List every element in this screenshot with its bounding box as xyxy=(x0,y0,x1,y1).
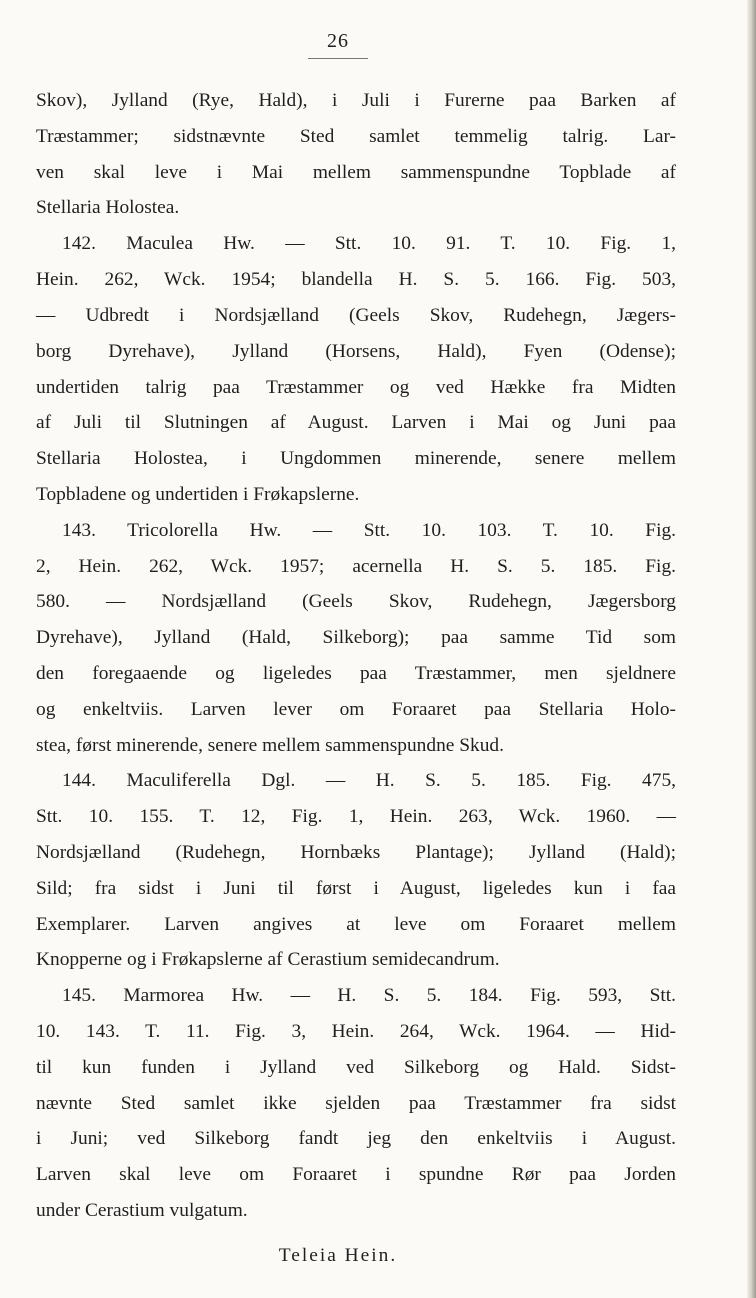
text-line: Topbladene og undertiden i Frøkapslerne. xyxy=(36,484,360,505)
page-number: 26 xyxy=(327,30,349,52)
text-line: Stt. 10. 155. T. 12, Fig. 1, Hein. 263, Wck. 1960. — xyxy=(36,806,676,827)
text-line: Skov), Jylland (Rye, Hald), i Juli i Furerne paa Barken af xyxy=(36,90,676,111)
entry-heading-142: 142. Maculea Hw. — Stt. 10. 91. T. 10. Fig. 1, xyxy=(62,233,676,254)
text-line: 580. — Nordsjælland (Geels Skov, Rudehegn, Jægersborg xyxy=(36,591,676,612)
text-line: af Juli til Slutningen af August. Larven i Mai og Juni paa xyxy=(36,412,676,433)
text-line: — Udbredt i Nordsjælland (Geels Skov, Rudehegn, Jægers- xyxy=(36,305,676,326)
text-line: stea, først minerende, senere mellem sammenspundne Skud. xyxy=(36,735,504,756)
entry-heading-144: 144. Maculiferella Dgl. — H. S. 5. 185. Fig. 475, xyxy=(62,770,676,791)
page-edge-shadow xyxy=(747,0,756,1298)
text-line: 2, Hein. 262, Wck. 1957; acernella H. S. 5. 185. Fig. xyxy=(36,556,676,577)
text-line: Hein. 262, Wck. 1954; blandella H. S. 5. 166. Fig. 503, xyxy=(36,269,676,290)
text-line: Dyrehave), Jylland (Hald, Silkeborg); paa samme Tid som xyxy=(36,627,676,648)
entry-heading-143: 143. Tricolorella Hw. — Stt. 10. 103. T. 10. Fig. xyxy=(62,520,676,541)
text-line: den foregaaende og ligeledes paa Træstammer, men sjeldnere xyxy=(36,663,676,684)
text-line: til kun funden i Jylland ved Silkeborg og Hald. Sidst- xyxy=(36,1057,676,1078)
text-line: 10. 143. T. 11. Fig. 3, Hein. 264, Wck. 1964. — Hid- xyxy=(36,1021,676,1042)
text-line: Larven skal leve om Foraaret i spundne Rør paa Jorden xyxy=(36,1164,676,1185)
text-line: Stellaria Holostea, i Ungdommen minerende, senere mellem xyxy=(36,448,676,469)
genus-heading: Teleia Hein. xyxy=(278,1245,398,1266)
text-line: Knopperne og i Frøkapslerne af Cerastium semidecandrum. xyxy=(36,949,500,970)
text-line: Sild; fra sidst i Juni til først i August, ligeledes kun i faa xyxy=(36,878,676,899)
text-line: undertiden talrig paa Træstammer og ved Hække fra Midten xyxy=(36,377,676,398)
text-line: og enkeltviis. Larven lever om Foraaret paa Stellaria Holo- xyxy=(36,699,676,720)
text-line: Nordsjælland (Rudehegn, Hornbæks Plantage); Jylland (Hald); xyxy=(36,842,676,863)
entry-heading-145: 145. Marmorea Hw. — H. S. 5. 184. Fig. 593, Stt. xyxy=(62,985,676,1006)
page-number-rule xyxy=(308,58,368,59)
text-line: borg Dyrehave), Jylland (Horsens, Hald), Fyen (Odense); xyxy=(36,341,676,362)
text-line: Træstammer; sidstnævnte Sted samlet temmelig talrig. Lar- xyxy=(36,126,676,147)
text-line: under Cerastium vulgatum. xyxy=(36,1200,248,1221)
text-line: i Juni; ved Silkeborg fandt jeg den enkeltviis i August. xyxy=(36,1128,676,1149)
text-line: Exemplarer. Larven angives at leve om Foraaret mellem xyxy=(36,914,676,935)
text-line: Stellaria Holostea. xyxy=(36,197,180,218)
text-line: ven skal leve i Mai mellem sammenspundne Topblade af xyxy=(36,162,676,183)
text-line: nævnte Sted samlet ikke sjelden paa Træstammer fra sidst xyxy=(36,1093,676,1114)
